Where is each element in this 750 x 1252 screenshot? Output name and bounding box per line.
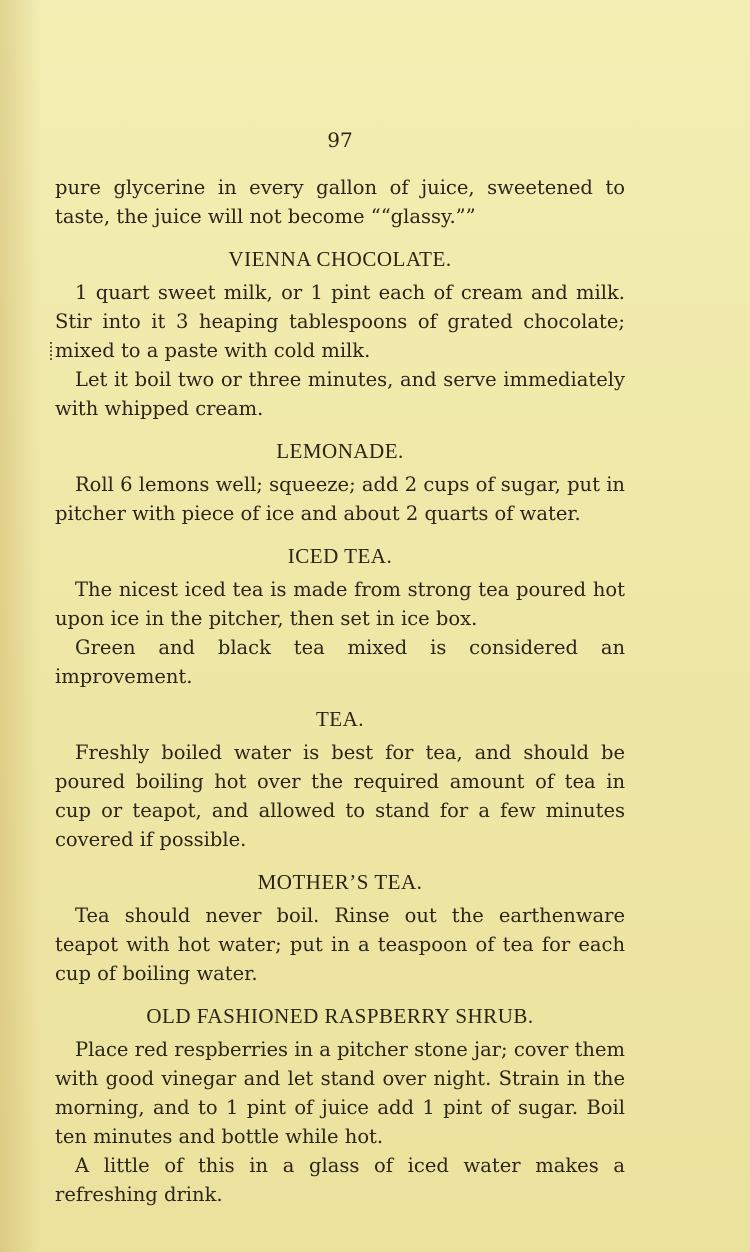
section-title: MOTHER’S TEA. bbox=[257, 870, 423, 894]
section-title: ICED TEA. bbox=[287, 544, 393, 568]
section-title: OLD FASHIONED RASPBERRY SHRUB. bbox=[146, 1004, 534, 1028]
section-paragraph: Green and black tea mixed is considered an improvement. bbox=[55, 636, 625, 688]
section-paragraph: A little of this in a glass of iced water makes a refreshing drink. bbox=[55, 1154, 625, 1206]
section-title: TEA. bbox=[315, 707, 365, 731]
section-paragraph: Freshly boiled water is best for tea, and should be poured boiling hot over the required amount of tea in cup or teapot, and allowed to stand for a few minutes covered if possible. bbox=[55, 741, 625, 851]
section-paragraph: The nicest iced tea is made from strong tea poured hot upon ice in the pitcher, then set in ice box. bbox=[55, 578, 625, 630]
section-paragraph: Tea should never boil. Rinse out the earthenware teapot with hot water; put in a teaspoon of tea for each cup of boiling water. bbox=[55, 904, 625, 985]
section-paragraph: Roll 6 lemons well; squeeze; add 2 cups of sugar, put in pitcher with piece of ice and about 2 quarts of water. bbox=[55, 473, 625, 525]
page-text bbox=[55, 126, 625, 1209]
section-paragraph: 1 quart sweet milk, or 1 pint each of cream and milk. Stir into it 3 heaping tablespoons of grated chocolate; mixed to a paste with cold milk. bbox=[55, 281, 625, 362]
section-title: LEMONADE. bbox=[276, 439, 404, 463]
section-paragraph: Let it boil two or three minutes, and serve immediately with whipped cream. bbox=[55, 368, 625, 420]
margin-mark bbox=[50, 342, 54, 360]
page-number: 97 bbox=[327, 128, 353, 152]
intro-paragraph: pure glycerine in every gallon of juice, sweetened to taste, the juice will not become ““glassy.”” bbox=[55, 176, 625, 228]
section-paragraph: Place red respberries in a pitcher stone jar; cover them with good vinegar and let stand over night. Strain in the morning, and to 1 pint of juice add 1 pint of sugar. Boil ten minutes and bottle while hot. bbox=[55, 1038, 625, 1148]
section-title: VIENNA CHOCOLATE. bbox=[228, 247, 452, 271]
